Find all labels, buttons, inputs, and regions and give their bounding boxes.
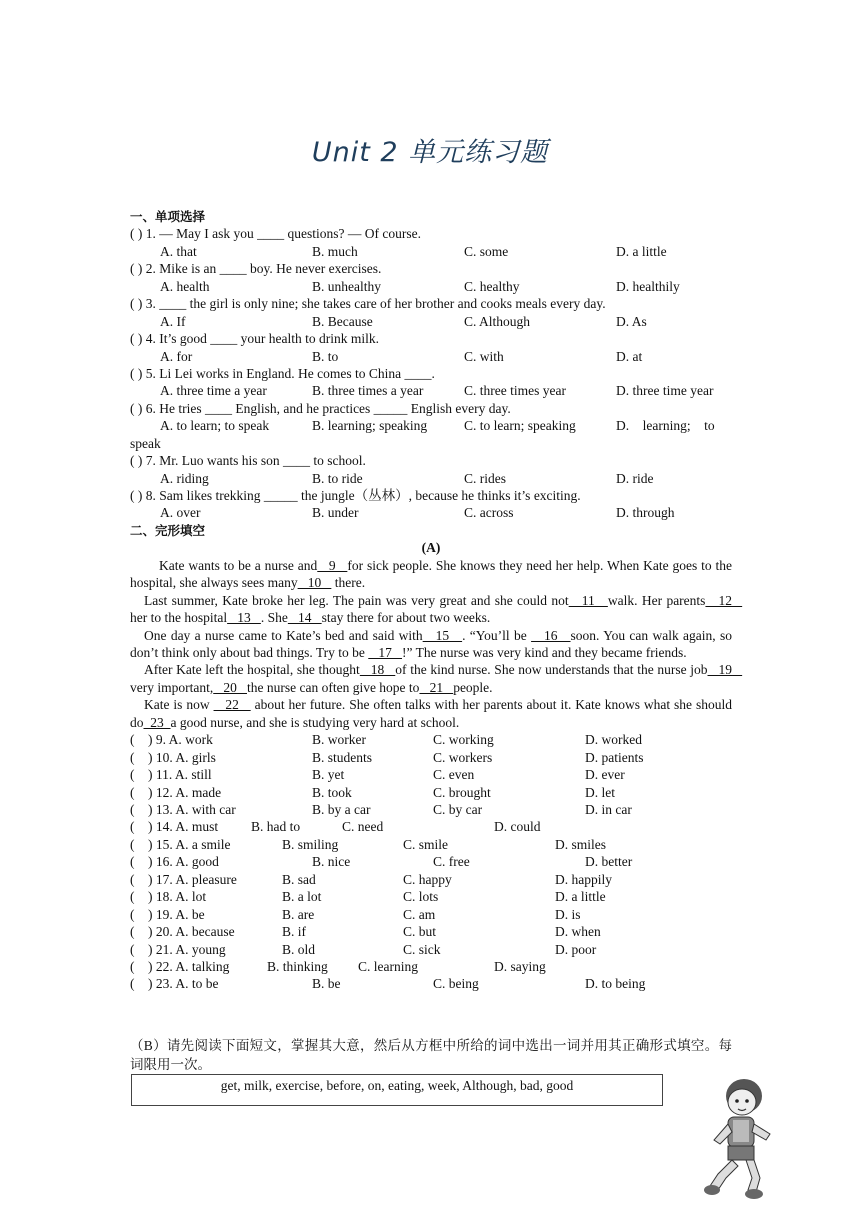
- passage-blank: 22: [213, 697, 251, 713]
- passage-text: for sick people. She knows they need her help. When Kate goes to the hospital, she always sees many: [130, 557, 736, 591]
- passage-text: walk. Her parents: [607, 592, 706, 608]
- cloze-option-c: C. free: [433, 854, 470, 870]
- option-d: D. learning; to: [616, 418, 715, 434]
- option-a: A. that: [160, 243, 197, 259]
- cloze-item: [130, 888, 732, 905]
- cloze-option-d: D. to being: [585, 976, 646, 992]
- cloze-option-a: ( ) 16. A. good: [130, 854, 219, 870]
- cloze-option-c: C. need: [342, 819, 384, 835]
- cloze-option-c: C. sick: [403, 941, 441, 957]
- passage-text: . “You’ll be: [462, 627, 532, 643]
- cloze-item: [130, 923, 732, 940]
- cloze-item: [130, 853, 732, 870]
- question-stem: ( ) 7. Mr. Luo wants his son ____ to school.: [130, 453, 366, 469]
- passage-blank: 17: [368, 645, 403, 661]
- option-a: A. health: [160, 278, 210, 294]
- cloze-option-d: D. in car: [585, 802, 632, 818]
- question-options: [130, 382, 732, 399]
- passage-blank: 15: [422, 627, 463, 643]
- passage-paragraph-4: [130, 661, 743, 696]
- question-stem: ( ) 2. Mike is an ____ boy. He never exercises.: [130, 261, 382, 277]
- cloze-option-c: C. learning: [358, 958, 418, 974]
- passage-blank: 14: [287, 610, 322, 626]
- question-stem: ( ) 3. ____ the girl is only nine; she takes care of her brother and cooks meals every day.: [130, 296, 606, 312]
- cloze-option-d: D. could: [494, 819, 541, 835]
- cloze-option-d: D. patients: [585, 749, 644, 765]
- passage-text: Kate is now: [144, 697, 214, 713]
- option-a: A. over: [160, 505, 201, 521]
- cloze-option-b: B. be: [312, 976, 341, 992]
- passage-blank: 21: [419, 679, 454, 695]
- cloze-option-b: B. took: [312, 784, 352, 800]
- cloze-option-d: D. better: [585, 854, 633, 870]
- passage-text: Kate wants to be a nurse and: [159, 557, 318, 573]
- question-stem: ( ) 1. — May I ask you ____ questions? — Of course.: [130, 226, 421, 242]
- option-a: A. three time a year: [160, 383, 267, 399]
- question-stem: ( ) 4. It’s good ____ your health to drink milk.: [130, 331, 379, 347]
- question-options: [130, 417, 732, 434]
- section-heading-1: 一、单项选择: [130, 209, 206, 224]
- cloze-item: [130, 975, 732, 992]
- cloze-option-c: C. lots: [403, 889, 439, 905]
- cloze-option-d: D. ever: [585, 767, 625, 783]
- cloze-option-a: ( ) 19. A. be: [130, 906, 205, 922]
- cloze-item: [130, 749, 732, 766]
- multiple-choice-list: [130, 225, 732, 521]
- option-c: C. rides: [464, 470, 506, 486]
- cloze-option-d: D. when: [555, 924, 601, 940]
- cloze-option-b: B. worker: [312, 732, 366, 748]
- question-options: [130, 313, 732, 330]
- cloze-option-a: ( ) 13. A. with car: [130, 802, 236, 818]
- cloze-option-d: D. happily: [555, 871, 612, 887]
- cloze-option-c: C. being: [433, 976, 479, 992]
- cloze-option-c: C. even: [433, 767, 475, 783]
- passage-text: her to the hospital: [130, 610, 228, 626]
- option-b: B. to: [312, 348, 339, 364]
- cloze-option-d: D. a little: [555, 889, 606, 905]
- cloze-option-a: ( ) 12. A. made: [130, 784, 222, 800]
- section-b-instruction: （B）请先阅读下面短文，掌握其大意，然后从方框中所给的词中选出一词并用其正确形式填空。每词限用一次。: [130, 1038, 732, 1072]
- passage-text: about her future. She often talks with her parents about it. Kate knows what she should do: [130, 697, 736, 730]
- option-d: D. a little: [616, 243, 667, 259]
- cloze-item: [130, 784, 732, 801]
- cloze-item: [130, 871, 732, 888]
- passage-blank: 18: [359, 662, 396, 678]
- option-b: B. under: [312, 505, 359, 521]
- cloze-option-b: B. thinking: [267, 958, 328, 974]
- cloze-option-d: D. worked: [585, 732, 642, 748]
- cloze-item: [130, 766, 732, 783]
- option-c: C. Although: [464, 313, 531, 329]
- passage-text: After Kate left the hospital, she thought: [144, 662, 360, 678]
- cloze-option-d: D. let: [585, 784, 615, 800]
- cloze-option-b: B. sad: [282, 871, 316, 887]
- cloze-option-a: ( ) 11. A. still: [130, 767, 212, 783]
- passage-blank: 9: [317, 557, 348, 573]
- passage-label: (A): [421, 540, 441, 556]
- cloze-option-c: C. brought: [433, 784, 491, 800]
- option-wrap: speak: [130, 435, 161, 451]
- option-c: C. to learn; speaking: [464, 418, 576, 434]
- question-stem: ( ) 8. Sam likes trekking _____ the jungle（丛林）, because he thinks it’s exciting.: [130, 488, 581, 503]
- cloze-item: [130, 731, 732, 748]
- option-a: A. If: [160, 313, 186, 329]
- cloze-option-c: C. but: [403, 924, 437, 940]
- option-c: C. across: [464, 505, 514, 521]
- cloze-item: [130, 906, 732, 923]
- option-c: C. some: [464, 243, 509, 259]
- cloze-option-a: ( ) 9. A. work: [130, 732, 213, 748]
- option-d: D. at: [616, 348, 643, 364]
- passage-blank: 20: [213, 679, 247, 695]
- cloze-option-c: C. workers: [433, 749, 493, 765]
- cloze-option-c: C. am: [403, 906, 436, 922]
- cloze-option-d: D. poor: [555, 941, 597, 957]
- passage-paragraph-5: [130, 696, 736, 731]
- cloze-option-b: B. if: [282, 924, 307, 940]
- option-b: B. unhealthy: [312, 278, 381, 294]
- cloze-option-d: D. smiles: [555, 836, 607, 852]
- option-d: D. As: [616, 313, 647, 329]
- question-options: [130, 348, 732, 365]
- cloze-option-a: ( ) 23. A. to be: [130, 976, 219, 992]
- page-title: Unit 2 单元练习题: [311, 137, 549, 168]
- option-a: A. to learn; to speak: [160, 418, 270, 434]
- cloze-option-b: B. yet: [312, 767, 345, 783]
- passage-text: very important,: [130, 679, 214, 695]
- cloze-option-c: C. by car: [433, 802, 483, 818]
- cloze-item: [130, 836, 732, 853]
- cloze-option-a: ( ) 15. A. a smile: [130, 836, 231, 852]
- option-a: A. riding: [160, 470, 209, 486]
- cloze-option-a: ( ) 22. A. talking: [130, 958, 230, 974]
- cloze-option-b: B. had to: [251, 819, 301, 835]
- option-d: D. ride: [616, 470, 654, 486]
- passage-text: !” The nurse was very kind and they became friends.: [402, 645, 687, 661]
- running-boy-illustration: [700, 1074, 776, 1200]
- passage-blank: 23: [143, 714, 171, 730]
- cloze-option-b: B. by a car: [312, 802, 371, 818]
- option-c: C. healthy: [464, 278, 520, 294]
- passage-blank: 19: [707, 662, 743, 678]
- passage-blank: 11: [568, 592, 608, 608]
- passage-text: soon. You can walk again, so don’t think only about bad things. Try to be: [130, 627, 736, 661]
- cloze-item: [130, 941, 732, 958]
- section-heading-2: 二、完形填空: [130, 522, 206, 538]
- question-options: [130, 243, 732, 260]
- option-b: B. learning; speaking: [312, 418, 428, 434]
- passage-paragraph-3: [130, 627, 736, 662]
- option-b: B. Because: [312, 313, 373, 329]
- passage-text: One day a nurse came to Kate’s bed and said with: [144, 627, 423, 643]
- question-stem: ( ) 5. Li Lei works in England. He comes to China ____.: [130, 365, 435, 381]
- worksheet-body: [130, 208, 743, 993]
- option-d: D. through: [616, 505, 675, 521]
- option-b: B. three times a year: [312, 383, 424, 399]
- cloze-item: [130, 801, 732, 818]
- passage-blank: 10: [297, 575, 332, 591]
- option-b: B. to ride: [312, 470, 363, 486]
- passage-paragraph-2: [130, 592, 743, 627]
- option-a: A. for: [160, 348, 193, 364]
- cloze-option-c: C. happy: [403, 871, 452, 887]
- question-options: [130, 470, 732, 487]
- cloze-option-a: ( ) 21. A. young: [130, 941, 226, 957]
- cloze-option-b: B. a lot: [282, 889, 322, 905]
- cloze-options-list: [130, 731, 732, 993]
- cloze-option-b: B. nice: [312, 854, 351, 870]
- cloze-option-d: D. saying: [494, 958, 546, 974]
- cloze-option-b: B. old: [282, 941, 316, 957]
- passage-paragraph-1: [130, 557, 736, 592]
- passage-text: there.: [331, 575, 366, 591]
- passage-blank: 12: [705, 592, 743, 608]
- option-b: B. much: [312, 243, 358, 259]
- cloze-option-b: B. students: [312, 749, 373, 765]
- cloze-option-a: ( ) 20. A. because: [130, 924, 235, 940]
- cloze-option-d: D. is: [555, 906, 581, 922]
- option-d: D. three time year: [616, 383, 714, 399]
- word-bank-box: get, milk, exercise, before, on, eating, week, Although, bad, good: [131, 1074, 663, 1106]
- question-stem: ( ) 6. He tries ____ English, and he practices _____ English every day.: [130, 400, 511, 416]
- passage-text: . She: [260, 610, 288, 626]
- passage-text: people.: [453, 679, 493, 695]
- passage-blank: 13: [227, 610, 261, 626]
- passage-text: stay there for about two weeks.: [321, 610, 491, 626]
- question-options: [130, 504, 732, 521]
- cloze-option-a: ( ) 18. A. lot: [130, 889, 207, 905]
- cloze-item: [130, 818, 732, 835]
- cloze-option-b: B. smiling: [282, 836, 339, 852]
- cloze-item: [130, 958, 732, 975]
- option-d: D. healthily: [616, 278, 680, 294]
- cloze-option-a: ( ) 17. A. pleasure: [130, 871, 237, 887]
- cloze-option-a: ( ) 14. A. must: [130, 819, 219, 835]
- cloze-option-c: C. working: [433, 732, 494, 748]
- cloze-option-c: C. smile: [403, 836, 449, 852]
- passage-text: the nurse can often give hope to: [246, 679, 420, 695]
- question-options: [130, 278, 732, 295]
- cloze-option-a: ( ) 10. A. girls: [130, 749, 216, 765]
- passage-text: of the kind nurse. She now understands that the nurse job: [395, 662, 708, 678]
- option-c: C. three times year: [464, 383, 566, 399]
- cloze-option-b: B. are: [282, 906, 315, 922]
- passage-text: a good nurse, and she is studying very hard at school.: [170, 714, 460, 730]
- passage-text: Last summer, Kate broke her leg. The pain was very great and she could not: [144, 592, 569, 608]
- option-c: C. with: [464, 348, 504, 364]
- passage-blank: 16: [531, 627, 571, 643]
